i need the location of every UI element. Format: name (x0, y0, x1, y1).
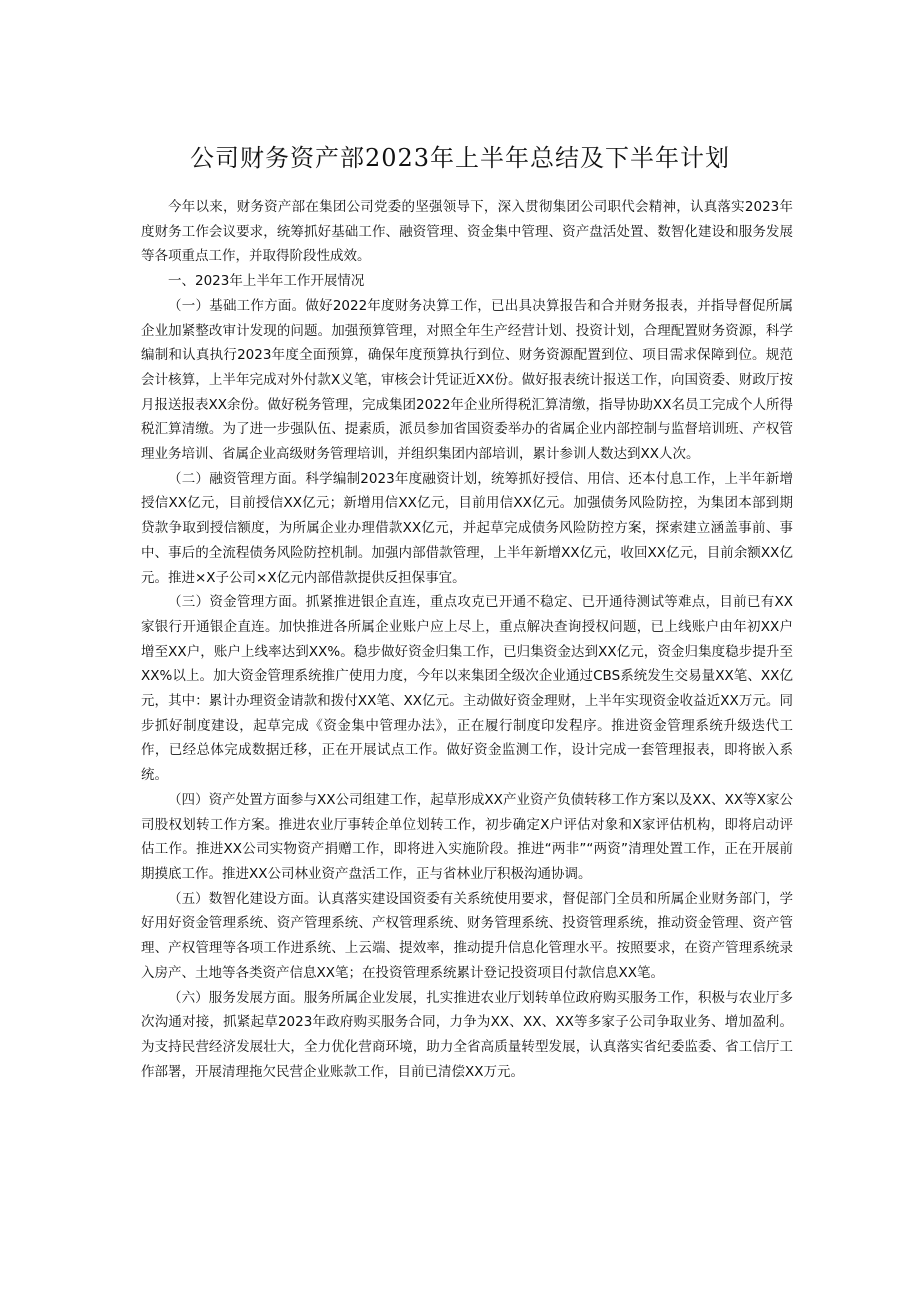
paragraph-service-development: （六）服务发展方面。服务所属企业发展，扎实推进农业厅划转单位政府购买服务工作，积极与农业厅多次沟通对接，抓紧起草2023年政府购买服务合同，力争为XX、XX、XX等多家子公司争取业务、增加盈利。为支持民营经济发展壮大，全力优化营商环境，助力全省高质量转型发展，认真落实省纪委监委、省工信厅工作部署，开展清理拖欠民营企业账款工作，目前已清偿XX万元。 (141, 989, 793, 1080)
paragraph-digitalization: （五）数智化建设方面。认真落实建设国资委有关系统使用要求，督促部门全员和所属企业财务部门，学好用好资金管理系统、资产管理系统、产权管理系统、财务管理系统、投资管理系统，推动资金管理、资产管理、产权管理等各项工作进系统、上云端、提效率，推动提升信息化管理水平。按照要求，在资产管理系统录入房产、土地等各类资产信息XX笔；在投资管理系统累计登记投资项目付款信息XX笔。 (141, 890, 793, 981)
paragraph-financing: （二）融资管理方面。科学编制2023年度融资计划，统筹抓好授信、用信、还本付息工作，上半年新增授信XX亿元，目前授信XX亿元；新增用信XX亿元，目前用信XX亿元。加强债务风险防控，为集团本部到期贷款争取到授信额度，为所属企业办理借款XX亿元，并起草完成债务风险防控方案，探索建立涵盖事前、事中、事后的全流程债务风险防控机制。加强内部借款管理，上半年新增XX亿元，收回XX亿元，目前余额XX亿元。推进×X子公司×X亿元内部借款提供反担保事宜。 (141, 470, 793, 586)
paragraph-asset-disposal: （四）资产处置方面参与XX公司组建工作，起草形成XX产业资产负债转移工作方案以及XX、XX等X家公司股权划转工作方案。推进农业厅事转企单位划转工作，初步确定X户评估对象和X家评估机构，即将启动评估工作。推进XX公司实物资产捐赠工作，即将进入实施阶段。推进“两非”“两资”清理处置工作，正在开展前期摸底工作。推进XX公司林业资产盘活工作，正与省林业厅积极沟通协调。 (141, 791, 793, 882)
intro-paragraph: 今年以来，财务资产部在集团公司党委的坚强领导下，深入贯彻集团公司职代会精神，认真落实2023年度财务工作会议要求，统筹抓好基础工作、融资管理、资金集中管理、资产盘活处置、数智化建设和服务发展等各项重点工作，并取得阶段性成效。 (141, 199, 793, 265)
section-heading: 一、2023年上半年工作开展情况 (168, 273, 365, 290)
document-body (141, 195, 793, 1084)
paragraph-basic-work: （一）基础工作方面。做好2022年度财务决算工作，已出具决算报告和合并财务报表，并指导督促所属企业加紧整改审计发现的问题。加强预算管理，对照全年生产经营计划、投资计划，合理配置财务资源，科学编制和认真执行2023年度全面预算，确保年度预算执行到位、财务资源配置到位、项目需求保障到位。规范会计核算，上半年完成对外付款X义笔，审核会计凭证近XX份。做好报表统计报送工作，向国资委、财政厅按月报送报表XX余份。做好税务管理，完成集团2022年企业所得税汇算清缴，指导协助XX名员工完成个人所得税汇算清缴。为了进一步强队伍、提素质，派员参加省国资委举办的省属企业内部控制与监督培训班、产权管理业务培训、省属企业高级财务管理培训，并组织集团内部培训，累计参训人数达到XX人次。 (141, 297, 793, 463)
document-title: 公司财务资产部2023年上半年总结及下半年计划 (189, 144, 731, 172)
paragraph-fund-management: （三）资金管理方面。抓紧推进银企直连，重点攻克已开通不稳定、已开通待测试等难点，目前已有XX家银行开通银企直连。加快推进各所属企业账户应上尽上，重点解决查询授权问题，已上线账户由年初XX户增至XX户，账户上线率达到XX%。稳步做好资金归集工作，已归集资金达到XX亿元，资金归集度稳步提升至XX%以上。加大资金管理系统推广使用力度，今年以来集团全级次企业通过CBS系统发生交易量XX笔、XX亿元，其中：累计办理资金请款和拨付XX笔、XX亿元。主动做好资金理财，上半年实现资金收益近XX万元。同步抓好制度建设，起草完成《资金集中管理办法》，正在履行制度印发程序。推进资金管理系统升级迭代工作，已经总体完成数据迁移，正在开展试点工作。做好资金监测工作，设计完成一套管理报表，即将嵌入系统。 (141, 594, 793, 784)
